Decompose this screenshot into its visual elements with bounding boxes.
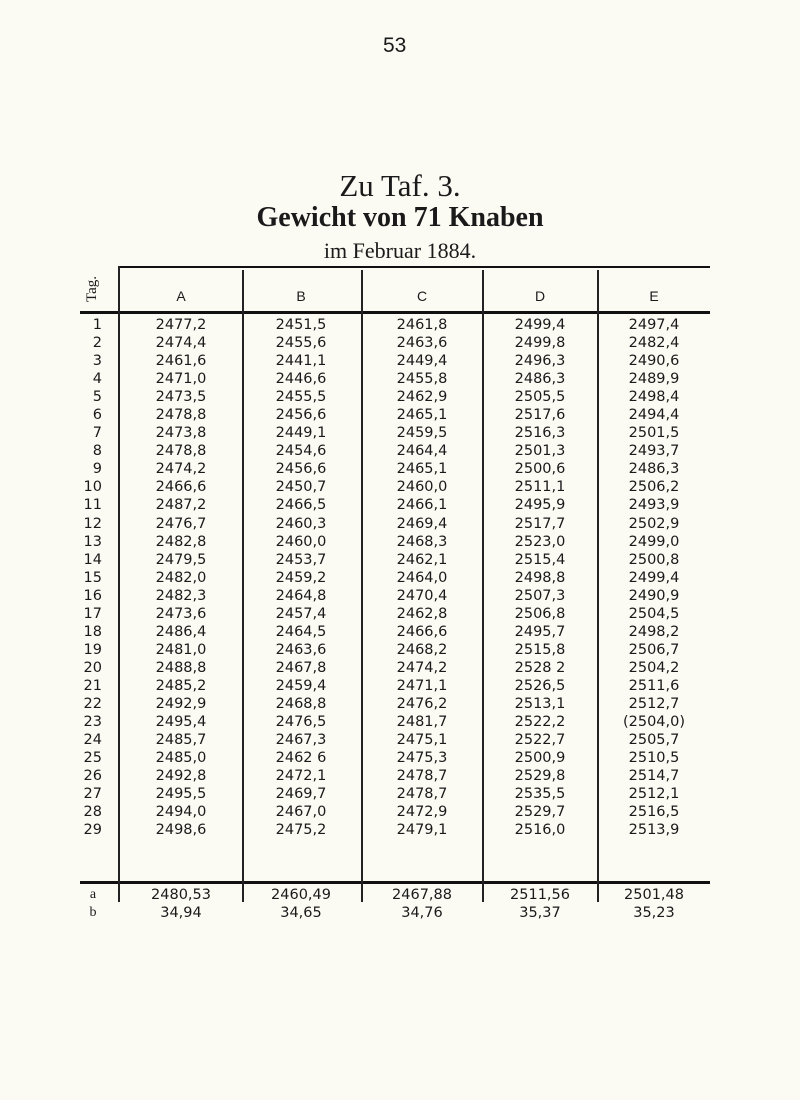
table-row: [0, 569, 800, 587]
weight-cell-a: 2473,6: [155, 605, 207, 622]
table-row: [0, 370, 800, 388]
day-number: 23: [83, 714, 102, 731]
weight-cell-b: 2476,5: [275, 714, 327, 731]
weight-cell-c: 2468,2: [396, 641, 448, 658]
weight-cell-a: 2473,8: [155, 425, 207, 442]
weight-cell-a: 2492,9: [155, 695, 207, 712]
column-header-day: Tag.: [84, 275, 100, 302]
day-number: 1: [92, 317, 102, 333]
weight-cell-c: 2471,1: [396, 677, 448, 694]
weight-cell-a: 2498,6: [155, 822, 207, 839]
table-top-rule: [118, 266, 710, 268]
day-number: 28: [83, 804, 102, 821]
weight-cell-c: 2475,3: [396, 750, 448, 767]
weight-cell-c: 2466,1: [396, 497, 448, 514]
weight-cell-d: 2516,0: [514, 822, 566, 839]
table-row: [0, 352, 800, 370]
table-row: [0, 515, 800, 533]
weight-cell-b: 2467,3: [275, 732, 327, 749]
weight-cell-a: 2474,2: [155, 461, 207, 478]
weight-cell-e: 2510,5: [628, 750, 680, 767]
weight-cell-b: 2464,8: [275, 587, 327, 604]
column-header-a: A: [176, 288, 186, 304]
weight-cell-b: 2469,7: [275, 786, 327, 803]
weight-cell-c: 2466,6: [396, 623, 448, 640]
weight-cell-a: 2466,6: [155, 479, 207, 496]
weight-cell-d: 2496,3: [514, 353, 566, 370]
weight-cell-e: 2499,4: [628, 569, 680, 586]
table-row: [0, 334, 800, 352]
summary-cell-d: 35,37: [519, 905, 561, 921]
weight-cell-b: 2451,5: [275, 317, 327, 333]
weight-cell-b: 2459,2: [275, 569, 327, 586]
day-number: 26: [83, 768, 102, 785]
summary-cell-b: 34,65: [280, 905, 322, 921]
summary-cell-d: 2511,56: [510, 887, 570, 903]
summary-row: [0, 886, 800, 904]
summary-cell-a: 2480,53: [151, 887, 211, 903]
weight-cell-e: 2497,4: [628, 317, 680, 333]
table-row: [0, 388, 800, 406]
weight-cell-b: 2455,6: [275, 335, 327, 352]
table-row: [0, 316, 800, 334]
summary-cell-b: 2460,49: [271, 887, 331, 903]
weight-cell-c: 2463,6: [396, 335, 448, 352]
summary-cell-c: 34,76: [401, 905, 443, 921]
weight-cell-a: 2478,8: [155, 407, 207, 424]
weight-cell-a: 2488,8: [155, 659, 207, 676]
day-number: 25: [83, 750, 102, 767]
weight-cell-e: 2512,7: [628, 695, 680, 712]
weight-cell-c: 2479,1: [396, 822, 448, 839]
weight-cell-b: 2450,7: [275, 479, 327, 496]
weight-cell-b: 2464,5: [275, 623, 327, 640]
weight-cell-c: 2464,4: [396, 443, 448, 460]
weight-cell-e: 2493,9: [628, 497, 680, 514]
day-number: 7: [92, 425, 102, 442]
summary-cell-e: 35,23: [633, 905, 675, 921]
weight-cell-d: 2505,5: [514, 389, 566, 406]
weight-cell-d: 2513,1: [514, 695, 566, 712]
weight-cell-c: 2468,3: [396, 533, 448, 550]
day-number: 24: [83, 732, 102, 749]
table-row: [0, 605, 800, 623]
weight-cell-a: 2495,5: [155, 786, 207, 803]
title-date: im Februar 1884.: [323, 238, 477, 263]
weight-cell-b: 2459,4: [275, 677, 327, 694]
weight-cell-e: 2482,4: [628, 335, 680, 352]
day-number: 6: [92, 407, 102, 424]
weight-cell-d: 2498,8: [514, 569, 566, 586]
day-number: 9: [92, 461, 102, 478]
weight-cell-c: 2472,9: [396, 804, 448, 821]
weight-cell-d: 2522,2: [514, 714, 566, 731]
weight-cell-c: 2461,8: [396, 317, 448, 333]
weight-cell-b: 2460,0: [275, 533, 327, 550]
weight-cell-b: 2455,5: [275, 389, 327, 406]
column-header-e: E: [649, 288, 659, 304]
table-row: [0, 695, 800, 713]
weight-cell-d: 2529,8: [514, 768, 566, 785]
summary-separator-rule: [80, 881, 710, 884]
day-number: 19: [83, 641, 102, 658]
table-row: [0, 424, 800, 442]
table-row: [0, 496, 800, 514]
weight-cell-e: 2498,4: [628, 389, 680, 406]
weight-cell-e: 2514,7: [628, 768, 680, 785]
table-row: [0, 587, 800, 605]
weight-cell-d: 2495,7: [514, 623, 566, 640]
weight-cell-b: 2467,0: [275, 804, 327, 821]
day-number: 20: [83, 659, 102, 676]
weight-cell-d: 2517,7: [514, 515, 566, 532]
weight-cell-e: 2504,5: [628, 605, 680, 622]
table-row: [0, 749, 800, 767]
weight-cell-b: 2472,1: [275, 768, 327, 785]
weight-cell-d: 2516,3: [514, 425, 566, 442]
weight-cell-d: 2523,0: [514, 533, 566, 550]
weight-cell-d: 2526,5: [514, 677, 566, 694]
column-header-b: B: [296, 288, 306, 304]
summary-cell-c: 2467,88: [392, 887, 452, 903]
day-number: 8: [92, 443, 102, 460]
day-number: 13: [83, 533, 102, 550]
weight-cell-c: 2465,1: [396, 461, 448, 478]
summary-label: a: [89, 887, 97, 902]
weight-cell-c: 2462,1: [396, 551, 448, 568]
weight-cell-b: 2460,3: [275, 515, 327, 532]
weight-cell-b: 2462 6: [275, 750, 327, 767]
weight-cell-e: 2486,3: [628, 461, 680, 478]
table-summary: [0, 886, 800, 922]
weight-cell-e: 2494,4: [628, 407, 680, 424]
weight-cell-b: 2454,6: [275, 443, 327, 460]
table-body: [0, 316, 800, 839]
weight-cell-a: 2487,2: [155, 497, 207, 514]
weight-cell-d: 2500,6: [514, 461, 566, 478]
day-number: 15: [83, 569, 102, 586]
weight-cell-a: 2461,6: [155, 353, 207, 370]
weight-cell-a: 2477,2: [155, 317, 207, 333]
day-number: 11: [83, 497, 102, 514]
weight-cell-e: 2505,7: [628, 732, 680, 749]
weight-cell-c: 2476,2: [396, 695, 448, 712]
weight-cell-d: 2511,1: [514, 479, 566, 496]
weight-cell-b: 2466,5: [275, 497, 327, 514]
weight-cell-d: 2529,7: [514, 804, 566, 821]
weight-cell-a: 2474,4: [155, 335, 207, 352]
weight-cell-e: 2516,5: [628, 804, 680, 821]
table-row: [0, 406, 800, 424]
weight-cell-c: 2460,0: [396, 479, 448, 496]
weight-cell-e: 2498,2: [628, 623, 680, 640]
weight-cell-a: 2486,4: [155, 623, 207, 640]
weight-cell-a: 2495,4: [155, 714, 207, 731]
page-number: 53: [383, 34, 407, 57]
weight-cell-c: 2455,8: [396, 371, 448, 388]
weight-cell-d: 2499,8: [514, 335, 566, 352]
day-number: 3: [92, 353, 102, 370]
weight-cell-a: 2485,7: [155, 732, 207, 749]
day-number: 2: [92, 335, 102, 352]
weight-cell-d: 2535,5: [514, 786, 566, 803]
column-header-d: D: [534, 288, 546, 304]
day-number: 18: [83, 623, 102, 640]
weight-cell-e: 2504,2: [628, 659, 680, 676]
weight-cell-e: 2490,9: [628, 587, 680, 604]
table-row: [0, 821, 800, 839]
weight-cell-e: 2489,9: [628, 371, 680, 388]
weight-cell-b: 2456,6: [275, 461, 327, 478]
weight-cell-e: 2499,0: [628, 533, 680, 550]
weight-cell-c: 2465,1: [396, 407, 448, 424]
weight-cell-b: 2446,6: [275, 371, 327, 388]
day-number: 21: [83, 677, 102, 694]
weight-cell-d: 2517,6: [514, 407, 566, 424]
weight-cell-a: 2473,5: [155, 389, 207, 406]
table-row: [0, 713, 800, 731]
summary-cell-a: 34,94: [160, 905, 202, 921]
weight-cell-a: 2485,0: [155, 750, 207, 767]
weight-cell-a: 2479,5: [155, 551, 207, 568]
day-number: 12: [83, 515, 102, 532]
weight-cell-e: 2506,7: [628, 641, 680, 658]
table-row: [0, 641, 800, 659]
weight-cell-a: 2481,0: [155, 641, 207, 658]
table-row: [0, 478, 800, 496]
table-row: [0, 460, 800, 478]
weight-cell-e: 2512,1: [628, 786, 680, 803]
weight-cell-c: 2475,1: [396, 732, 448, 749]
weight-cell-c: 2470,4: [396, 587, 448, 604]
weight-cell-c: 2469,4: [396, 515, 448, 532]
weight-cell-d: 2507,3: [514, 587, 566, 604]
weight-cell-d: 2495,9: [514, 497, 566, 514]
weight-cell-a: 2478,8: [155, 443, 207, 460]
weight-cell-b: 2468,8: [275, 695, 327, 712]
title-plate-reference: Zu Taf. 3.: [339, 168, 461, 203]
weight-cell-c: 2478,7: [396, 786, 448, 803]
weight-cell-e: (2504,0): [622, 714, 686, 731]
weight-cell-b: 2449,1: [275, 425, 327, 442]
weight-cell-b: 2453,7: [275, 551, 327, 568]
weight-cell-b: 2463,6: [275, 641, 327, 658]
weight-cell-d: 2506,8: [514, 605, 566, 622]
weight-cell-a: 2492,8: [155, 768, 207, 785]
table-row: [0, 623, 800, 641]
column-header-c: C: [416, 288, 428, 304]
weight-cell-d: 2486,3: [514, 371, 566, 388]
table-row: [0, 731, 800, 749]
day-number: 22: [83, 695, 102, 712]
day-number: 17: [83, 605, 102, 622]
weight-cell-c: 2464,0: [396, 569, 448, 586]
weight-cell-c: 2478,7: [396, 768, 448, 785]
weight-cell-a: 2482,8: [155, 533, 207, 550]
weight-cell-b: 2475,2: [275, 822, 327, 839]
weight-cell-e: 2502,9: [628, 515, 680, 532]
weight-cell-b: 2456,6: [275, 407, 327, 424]
table-row: [0, 785, 800, 803]
day-number: 10: [83, 479, 102, 496]
header-bottom-rule: [80, 311, 710, 314]
weight-cell-d: 2515,8: [514, 641, 566, 658]
day-number: 27: [83, 786, 102, 803]
weight-cell-e: 2501,5: [628, 425, 680, 442]
weight-cell-c: 2481,7: [396, 714, 448, 731]
weight-cell-e: 2490,6: [628, 353, 680, 370]
weight-cell-d: 2522,7: [514, 732, 566, 749]
day-number: 29: [83, 822, 102, 839]
table-row: [0, 551, 800, 569]
summary-row: [0, 904, 800, 922]
weight-cell-a: 2476,7: [155, 515, 207, 532]
table-row: [0, 442, 800, 460]
weight-cell-a: 2482,0: [155, 569, 207, 586]
table-row: [0, 767, 800, 785]
day-number: 5: [92, 389, 102, 406]
weight-cell-c: 2449,4: [396, 353, 448, 370]
weight-cell-a: 2471,0: [155, 371, 207, 388]
weight-cell-e: 2506,2: [628, 479, 680, 496]
weight-cell-b: 2467,8: [275, 659, 327, 676]
summary-label: b: [89, 905, 97, 920]
table-row: [0, 677, 800, 695]
weight-cell-c: 2474,2: [396, 659, 448, 676]
weight-cell-d: 2528 2: [514, 659, 566, 676]
weight-cell-e: 2500,8: [628, 551, 680, 568]
weight-cell-d: 2499,4: [514, 317, 566, 333]
weight-cell-b: 2457,4: [275, 605, 327, 622]
day-number: 14: [83, 551, 102, 568]
weight-cell-d: 2500,9: [514, 750, 566, 767]
weight-cell-e: 2511,6: [628, 677, 680, 694]
day-number: 16: [83, 587, 102, 604]
weight-cell-d: 2515,4: [514, 551, 566, 568]
weight-cell-e: 2513,9: [628, 822, 680, 839]
weight-cell-e: 2493,7: [628, 443, 680, 460]
title-main: Gewicht von 71 Knaben: [256, 202, 544, 233]
weight-cell-a: 2494,0: [155, 804, 207, 821]
weight-cell-a: 2482,3: [155, 587, 207, 604]
weight-cell-c: 2462,9: [396, 389, 448, 406]
summary-cell-e: 2501,48: [624, 887, 684, 903]
table-row: [0, 659, 800, 677]
table-row: [0, 803, 800, 821]
day-number: 4: [92, 371, 102, 388]
weight-cell-d: 2501,3: [514, 443, 566, 460]
weight-cell-b: 2441,1: [275, 353, 327, 370]
weight-cell-c: 2459,5: [396, 425, 448, 442]
weight-cell-a: 2485,2: [155, 677, 207, 694]
table-row: [0, 533, 800, 551]
weight-cell-c: 2462,8: [396, 605, 448, 622]
